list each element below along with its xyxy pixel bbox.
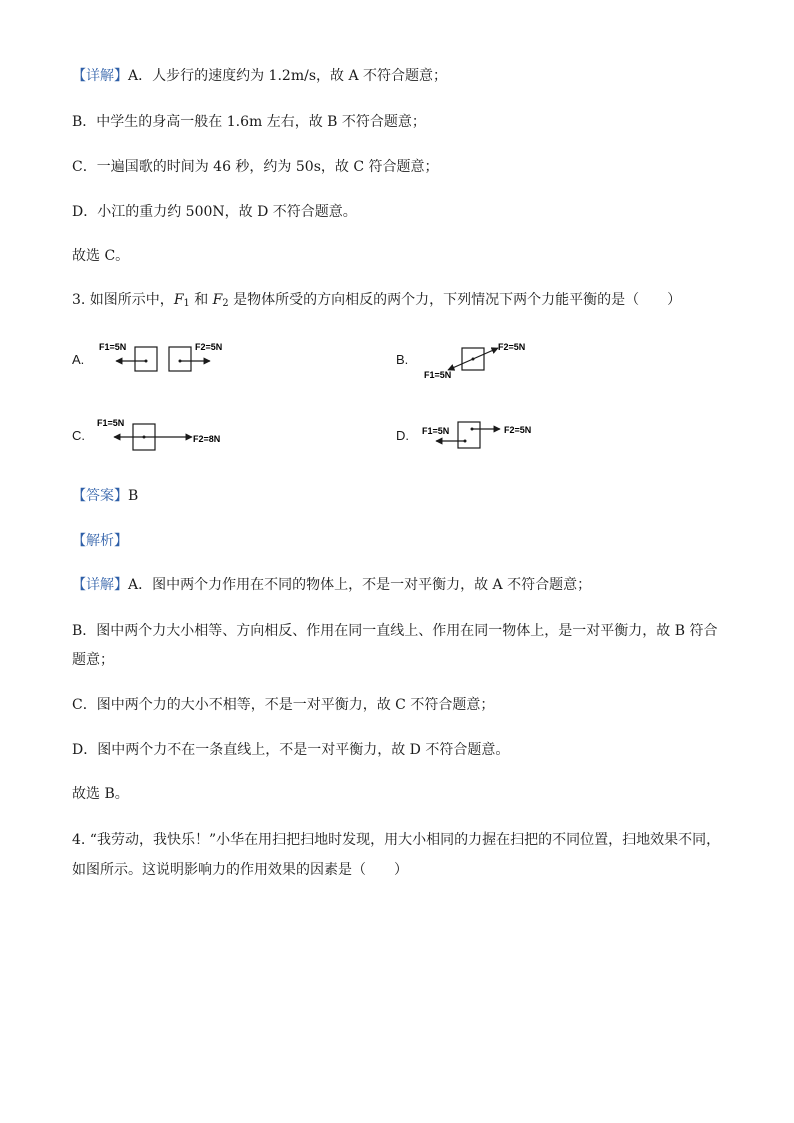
q3-detail-b-line1: B．图中两个力大小相等、方向相反、作用在同一直线上、作用在同一物体上，是一对平衡力，故 B 符合 (72, 623, 718, 639)
force-label: F1=5N (422, 426, 450, 436)
prev-detail-d: D．小江的重力约 500N，故 D 不符合题意。 (72, 204, 357, 220)
force-label: F1=5N (97, 418, 125, 428)
force-label: F1=5N (424, 370, 452, 380)
prev-detail-b: B．中学生的身高一般在 1.6m 左右，故 B 不符合题意； (72, 114, 426, 130)
option-a-figure (95, 336, 225, 381)
force-label: F2=8N (193, 434, 221, 444)
option-b-figure (418, 336, 538, 386)
detail-tag: 【详解】 (72, 68, 128, 84)
q4-stem-line2: 如图所示。这说明影响力的作用效果的因素是（ ） (72, 862, 408, 878)
option-d-figure (420, 410, 550, 458)
prev-detail-c: C．一遍国歌的时间为 46 秒，约为 50s，故 C 符合题意； (72, 159, 439, 175)
q3-detail-b-line2: 题意； (72, 652, 114, 668)
force-label: F2=5N (504, 425, 532, 435)
option-a-label: A. (72, 352, 85, 367)
force-label: F1=5N (99, 342, 127, 352)
option-c-label: C. (72, 428, 85, 443)
q3-answer (72, 486, 138, 506)
option-d-label: D. (396, 428, 409, 443)
detail-tag: 【详解】 (72, 577, 128, 593)
prev-detail-a: 【详解】A．人步行的速度约为 1.2m/s，故 A 不符合题意； (72, 68, 448, 84)
option-b-label: B. (396, 352, 409, 367)
option-c-figure (95, 410, 235, 458)
prev-conclusion: 故选 C。 (72, 248, 130, 264)
q4-stem-line1: 4. “我劳动，我快乐！”小华在用扫把扫地时发现，用大小相同的力握在扫把的不同位置，扫地效果不同， (72, 832, 721, 848)
force-label: F2=5N (195, 342, 223, 352)
q3-conclusion: 故选 B。 (72, 786, 129, 802)
answer-tag: 【答案】 (72, 488, 128, 504)
q3-detail-d: D．图中两个力不在一条直线上，不是一对平衡力，故 D 不符合题意。 (72, 742, 510, 758)
q3-detail-a: 【详解】A．图中两个力作用在不同的物体上，不是一对平衡力，故 A 不符合题意； (72, 577, 592, 593)
q3-detail-c: C．图中两个力的大小不相等，不是一对平衡力，故 C 不符合题意； (72, 697, 495, 713)
q3-analysis-tag: 【解析】 (72, 533, 128, 549)
q3-stem: 3. 如图所示中，$F_1$ 和 $F_2$ 是物体所受的方向相反的两个力，下列情况下两个力能平衡的是（ ） (72, 292, 682, 309)
answer-value: B (128, 488, 139, 504)
force-label: F2=5N (498, 342, 526, 352)
